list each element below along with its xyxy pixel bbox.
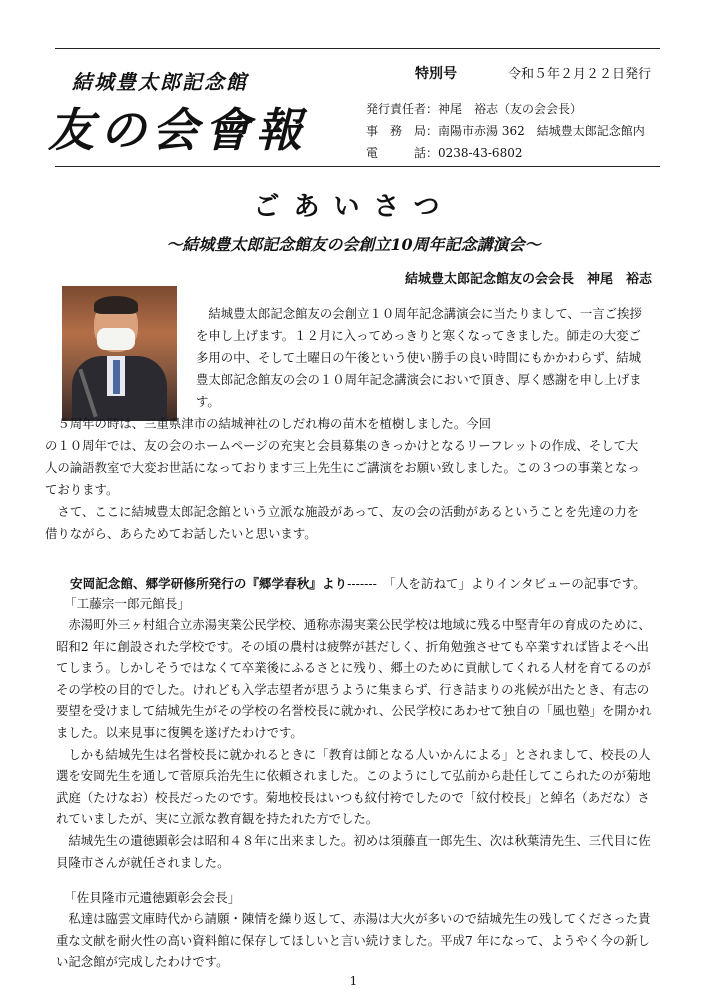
text-line: さて、ここに結城豊太郎記念館という立派な施設があって、友の会の活動があるということを先達の力を bbox=[45, 504, 640, 519]
publisher-label: 発行責任者： bbox=[366, 102, 439, 116]
phone-label: 電 話： bbox=[366, 146, 439, 160]
office-value: 南陽市赤湯 362 結城豊太郎記念館内 bbox=[438, 124, 645, 138]
text-line: れていましたが、実に立派な教育観を持たれた方でした。 bbox=[56, 811, 379, 827]
text-line: 借りながら、あらためてお話したいと思います。 bbox=[45, 526, 317, 541]
text-line: 要望を受けまして結城先生がその学校の名誉校長に就かれ、公民学校にあわせて独自の「風也塾」を開かれ bbox=[56, 703, 652, 719]
text-line: 結城先生の遺徳顕彰会は昭和４８年に出来ました。初めは須藤直一郎先生、次は秋葉清先生、三代目に佐 bbox=[56, 833, 651, 848]
text-line: 豊太郎記念館友の会の１０周年記念講演会においで頂き、厚く感謝を申し上げま bbox=[196, 372, 642, 387]
speaker2-heading: 「佐貝隆市元遺徳顕彰会会長」 bbox=[64, 890, 241, 905]
text-line: しかも結城先生は名誉校長に就かれるときに「教育は師となる人いかんによる」とされまして、校長の人 bbox=[56, 746, 651, 762]
text-line: 結城豊太郎記念館友の会創立１０周年記念講演会に当たりまして、一言ご挨拶 bbox=[196, 306, 642, 321]
page-number: 1 bbox=[349, 974, 358, 988]
publisher-line bbox=[366, 100, 582, 117]
photo-hair bbox=[94, 296, 138, 314]
text-line: 貝隆市さんが就任されました。 bbox=[56, 854, 230, 870]
text-line: 人の論語教室で大変お世話になっております三上先生にご講演をお願い致しました。この３つの事業となっ bbox=[45, 460, 640, 475]
text-line: ております。 bbox=[45, 482, 119, 497]
photo-tie bbox=[113, 360, 120, 394]
speaker-photo bbox=[62, 286, 177, 421]
header-bottom-rule bbox=[55, 166, 660, 167]
text-line: 昭和2 年に創設された学校です。その頃の農村は疲弊が甚だしく、折角勉強させても卒業すれば皆よそへ出 bbox=[56, 638, 649, 654]
phone-line bbox=[366, 144, 522, 161]
special-issue-label: 特別号 bbox=[415, 66, 457, 82]
publisher-value: 神尾 裕志（友の会会長） bbox=[438, 102, 583, 116]
text-line: す。 bbox=[196, 394, 220, 409]
text-line: 赤湯町外三ヶ村組合立赤湯実業公民学校、通称赤湯実業公民学校は地域に残る中堅青年の育成のために、 bbox=[56, 617, 651, 632]
text-line: 多用の中、そして土曜日の午後という使い勝手の良い時間にもかかわらず、結城 bbox=[196, 350, 642, 365]
office-line bbox=[366, 122, 645, 139]
text-line: ５周年の時は、三重県津市の結城神社のしだれ梅の苗木を植樹しました。今回 bbox=[45, 416, 492, 431]
article-heading-source: 安岡記念館、郷学研修所発行の『郷学春秋』より bbox=[70, 576, 348, 591]
text-line: 選を安岡先生を通して菅原兵治先生に依頼されました。このようにして弘前から赴任してこられたのが菊地 bbox=[56, 768, 651, 784]
text-line: を申し上げます。１２月に入ってめっきりと寒くなってきました。師走の大変ご bbox=[196, 328, 641, 343]
speaker1-heading: 「工藤宗一郎元館長」 bbox=[64, 596, 190, 611]
article-heading-rest: ------- 「人を訪ねて」よりインタビューの記事です。 bbox=[347, 576, 646, 591]
greeting-author: 結城豊太郎記念館友の会会長 神尾 裕志 bbox=[404, 272, 652, 287]
office-label: 事 務 局： bbox=[366, 124, 439, 138]
event-title: ～結城豊太郎記念館友の会創立10周年記念講演会～ bbox=[166, 235, 541, 254]
text-line: 私達は臨雲文庫時代から請願・陳情を繰り返して、赤湯は大火が多いので結城先生の残してくださった貴 bbox=[56, 911, 651, 926]
text-line: ました。以来見事に復興を遂げたわけです。 bbox=[56, 725, 303, 740]
text-line: 重な文献を耐火性の高い資料館に保存してほしいと言い続けました。平成7 年になって、ようやく今の新し bbox=[56, 932, 650, 948]
text-line: てしまう。しかしそうではなくて卒業後にふるさとに残り、郷土のために貢献してくれる人材を育てるのが bbox=[56, 660, 651, 676]
text-line: の１０周年では、友の会のホームページの充実と会員募集のきっかけとなるリーフレットの作成、そして大 bbox=[45, 438, 639, 453]
org-name: 結城豊太郎記念館 bbox=[72, 70, 248, 94]
top-rule bbox=[55, 48, 660, 49]
greeting-title: ごあいさつ bbox=[253, 192, 454, 222]
newsletter-title: 友の会會報 bbox=[48, 103, 308, 157]
text-line: 武庭（たけなお）校長だったのです。菊地校長はいつも紋付袴でしたので「紋付校長」と綽名（あだな）さ bbox=[56, 789, 650, 805]
photo-mask bbox=[97, 328, 135, 350]
text-line: その学校の目的でした。けれども入学志望者が思うように集まらず、行き詰まりの兆候が出たとき、有志の bbox=[56, 681, 650, 697]
issue-date: 令和５年２月２２日発行 bbox=[508, 67, 652, 82]
phone-value: 0238-43-6802 bbox=[438, 146, 523, 160]
article-heading bbox=[70, 573, 646, 592]
text-line: い記念館が完成したわけです。 bbox=[56, 954, 229, 970]
